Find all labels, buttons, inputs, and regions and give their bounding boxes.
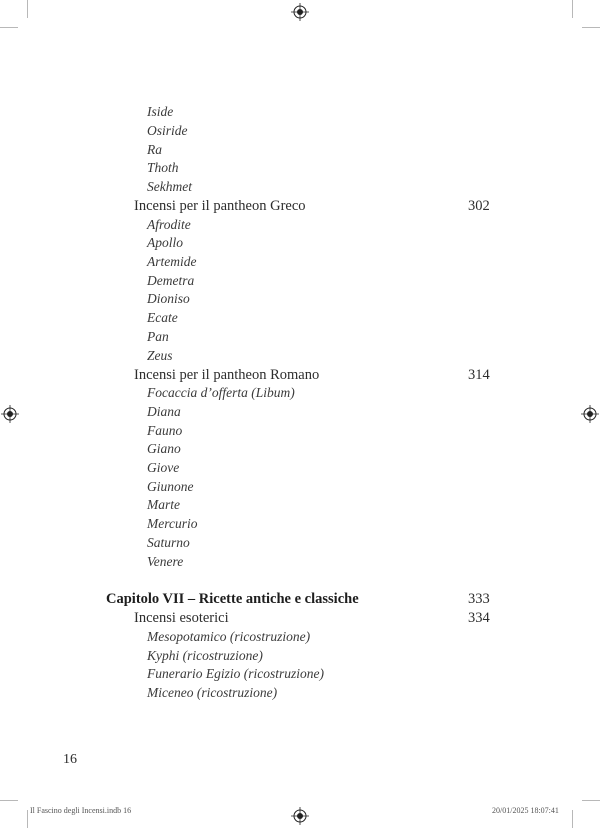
crop-mark bbox=[0, 27, 18, 28]
toc-subentry: Giano bbox=[147, 441, 181, 456]
toc-subentry: Focaccia d’offerta (Libum) bbox=[147, 385, 295, 400]
toc-subentry: Mesopotamico (ricostruzione) bbox=[147, 629, 311, 644]
toc-subentry: Sekhmet bbox=[147, 179, 192, 194]
toc-subentry: Saturno bbox=[147, 535, 190, 550]
toc-subentry: Dioniso bbox=[147, 291, 190, 306]
crop-mark bbox=[27, 810, 28, 828]
toc-subentry: Mercurio bbox=[147, 516, 198, 531]
toc-page-number: 314 bbox=[468, 367, 490, 383]
toc-page-number: 334 bbox=[468, 610, 490, 626]
slug-filename: Il Fascino degli Incensi.indb 16 bbox=[30, 806, 132, 815]
toc-subentry: Iside bbox=[147, 104, 174, 119]
slug-datetime: 20/01/2025 18:07:41 bbox=[492, 806, 559, 815]
toc-subentry: Ecate bbox=[147, 310, 178, 325]
crop-mark bbox=[27, 0, 28, 18]
toc-page-number: 302 bbox=[468, 198, 490, 214]
toc-subentry: Thoth bbox=[147, 160, 179, 175]
crop-mark bbox=[572, 810, 573, 828]
toc-subentry: Apollo bbox=[147, 235, 183, 250]
crop-mark bbox=[572, 0, 573, 18]
registration-mark-icon bbox=[291, 807, 309, 825]
toc-subentry: Kyphi (ricostruzione) bbox=[147, 648, 263, 663]
registration-mark-icon bbox=[1, 405, 19, 423]
toc-subentry: Diana bbox=[147, 404, 181, 419]
toc-subentry: Artemide bbox=[147, 254, 197, 269]
toc-subentry: Miceneo (ricostruzione) bbox=[147, 685, 278, 700]
toc-subentry: Funerario Egizio (ricostruzione) bbox=[147, 666, 324, 681]
crop-mark bbox=[582, 800, 600, 801]
toc-subentry: Giunone bbox=[147, 479, 194, 494]
toc-chapter-title: Capitolo VII – Ricette antiche e classiche bbox=[106, 591, 359, 607]
registration-mark-icon bbox=[581, 405, 599, 423]
page-number: 16 bbox=[63, 752, 77, 767]
toc-subentry: Osiride bbox=[147, 123, 188, 138]
toc-subentry: Giove bbox=[147, 460, 180, 475]
toc-page-number: 333 bbox=[468, 591, 490, 607]
toc-subentry: Fauno bbox=[147, 423, 183, 438]
toc-section-title: Incensi esoterici bbox=[134, 610, 229, 626]
crop-mark bbox=[0, 800, 18, 801]
toc-subentry: Pan bbox=[147, 329, 169, 344]
toc-subentry: Afrodite bbox=[147, 217, 191, 232]
registration-mark-icon bbox=[291, 3, 309, 21]
toc-subentry: Venere bbox=[147, 554, 184, 569]
toc-subentry: Zeus bbox=[147, 348, 173, 363]
toc-subentry: Marte bbox=[147, 497, 180, 512]
toc-subentry: Ra bbox=[147, 142, 162, 157]
crop-mark bbox=[582, 27, 600, 28]
toc-subentry: Demetra bbox=[147, 273, 195, 288]
toc-section-title: Incensi per il pantheon Romano bbox=[134, 367, 320, 383]
toc-section-title: Incensi per il pantheon Greco bbox=[134, 198, 306, 214]
